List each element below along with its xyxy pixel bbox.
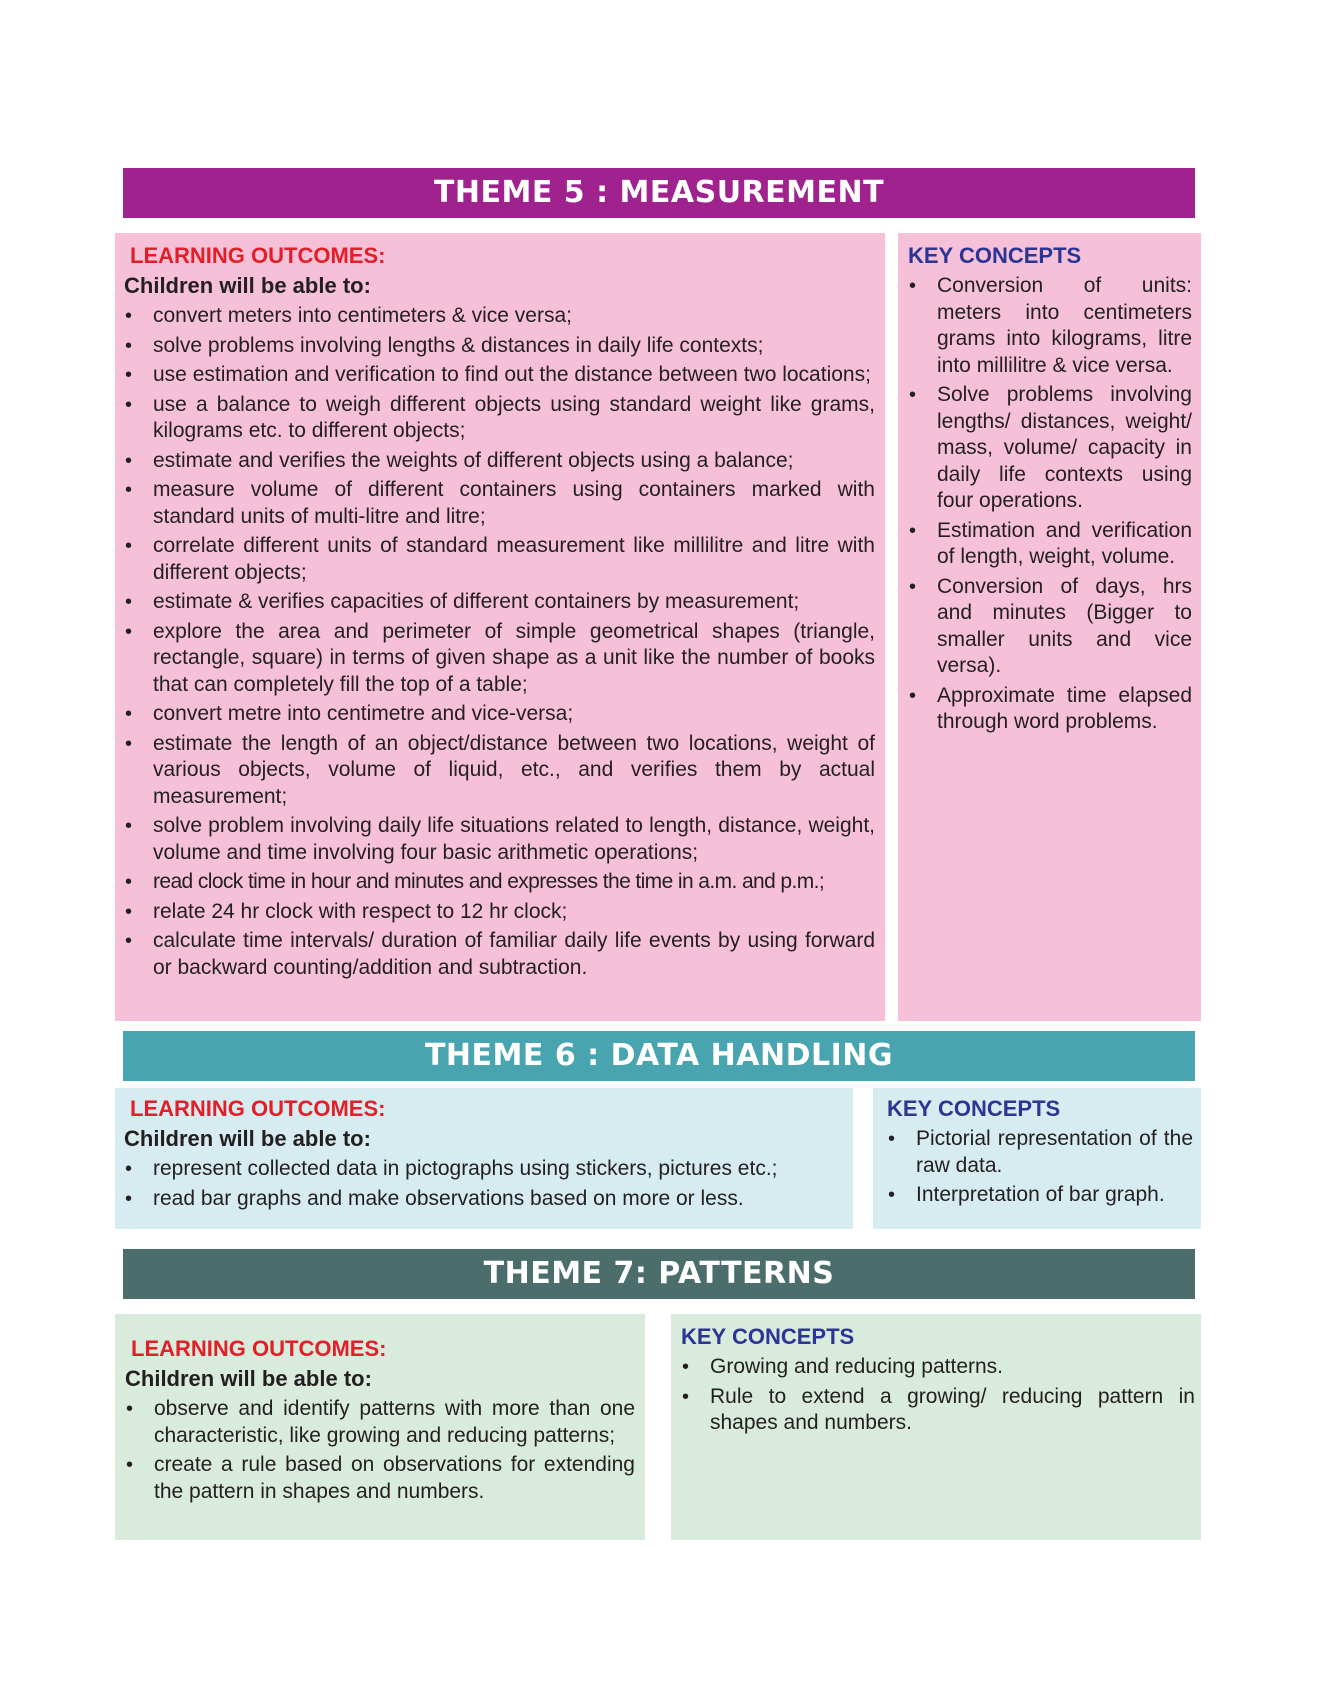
theme7-banner [123, 1249, 1195, 1299]
theme5-outcome-list [124, 303, 875, 981]
list-item: • estimate and verifies the weights of different objects using a balance; [124, 448, 875, 475]
list-item: • estimate the length of an object/distance between two locations, weight of various objects, volume of liquid, etc., and verifies them by actual measurement; [124, 731, 875, 811]
list-item: • Pictorial representation of the raw data. [887, 1126, 1193, 1179]
theme5-kc-heading: KEY CONCEPTS [908, 243, 1082, 268]
theme6-key-concepts [873, 1088, 1201, 1229]
list-item: • convert metre into centimetre and vice-versa; [124, 701, 875, 728]
list-item: • convert meters into centimeters & vice versa; [124, 303, 875, 330]
theme7-outcome-list [125, 1396, 635, 1505]
theme7-lo-heading: LEARNING OUTCOMES: [131, 1336, 387, 1361]
theme6-title: THEME 6 : DATA HANDLING [424, 1038, 894, 1073]
theme6-concept-list [887, 1126, 1193, 1209]
theme6-outcome-list [124, 1156, 843, 1212]
list-item: • Growing and reducing patterns. [681, 1354, 1195, 1381]
theme7-concept-list [681, 1354, 1195, 1437]
list-item: • Conversion of units: meters into centimeters grams into kilograms, litre into millilitre & vice versa. [908, 273, 1192, 379]
list-item: • represent collected data in pictographs using stickers, pictures etc.; [124, 1156, 843, 1183]
list-item: • Solve problems involving lengths/ distances, weight/ mass, volume/ capacity in daily life contexts using four operations. [908, 382, 1192, 515]
list-item: • Conversion of days, hrs and minutes (Bigger to smaller units and vice versa). [908, 574, 1192, 680]
list-item: • calculate time intervals/ duration of familiar daily life events by using forward or backward counting/addition and subtraction. [124, 928, 875, 981]
list-item: • read bar graphs and make observations based on more or less. [124, 1186, 843, 1213]
theme6-lo-heading: LEARNING OUTCOMES: [130, 1096, 386, 1121]
theme6-learning-outcomes [115, 1088, 853, 1229]
theme5-concept-list [908, 273, 1192, 736]
list-item: • measure volume of different containers using containers marked with standard units of multi-litre and litre; [124, 477, 875, 530]
theme7-key-concepts [671, 1314, 1201, 1540]
theme6-lo-subheading: Children will be able to: [124, 1126, 371, 1151]
list-item: • use estimation and verification to find out the distance between two locations; [124, 362, 875, 389]
list-item: • solve problems involving lengths & distances in daily life contexts; [124, 333, 875, 360]
theme5-lo-heading: LEARNING OUTCOMES: [130, 243, 386, 268]
theme5-lo-subheading: Children will be able to: [124, 273, 371, 298]
list-item: • explore the area and perimeter of simple geometrical shapes (triangle, rectangle, square) in terms of given shape as a unit like the number of books that can completely fill the top of a table; [124, 619, 875, 699]
list-item: • use a balance to weigh different objects using standard weight like grams, kilograms etc. to different objects; [124, 392, 875, 445]
theme6-banner [123, 1031, 1195, 1081]
list-item: • Rule to extend a growing/ reducing pattern in shapes and numbers. [681, 1384, 1195, 1437]
theme7-lo-subheading: Children will be able to: [125, 1366, 372, 1391]
theme5-banner [123, 168, 1195, 218]
list-item: • create a rule based on observations for extending the pattern in shapes and numbers. [125, 1452, 635, 1505]
list-item: • Approximate time elapsed through word problems. [908, 683, 1192, 736]
list-item: • read clock time in hour and minutes and expresses the time in a.m. and p.m.; [124, 869, 875, 896]
theme5-learning-outcomes [115, 233, 885, 1021]
theme5-title: THEME 5 : MEASUREMENT [433, 175, 885, 210]
list-item: • estimate & verifies capacities of different containers by measurement; [124, 589, 875, 616]
theme7-learning-outcomes [115, 1314, 645, 1540]
theme6-kc-heading: KEY CONCEPTS [887, 1096, 1061, 1121]
list-item: • solve problem involving daily life situations related to length, distance, weight, volume and time involving four basic arithmetic operations; [124, 813, 875, 866]
list-item: • Estimation and verification of length, weight, volume. [908, 518, 1192, 571]
theme7-title: THEME 7: PATTERNS [483, 1256, 835, 1291]
theme5-key-concepts [898, 233, 1201, 1021]
theme7-kc-heading: KEY CONCEPTS [681, 1324, 855, 1349]
list-item: • relate 24 hr clock with respect to 12 hr clock; [124, 899, 875, 926]
list-item: • observe and identify patterns with more than one characteristic, like growing and reducing patterns; [125, 1396, 635, 1449]
list-item: • correlate different units of standard measurement like millilitre and litre with different objects; [124, 533, 875, 586]
list-item: • Interpretation of bar graph. [887, 1182, 1193, 1209]
